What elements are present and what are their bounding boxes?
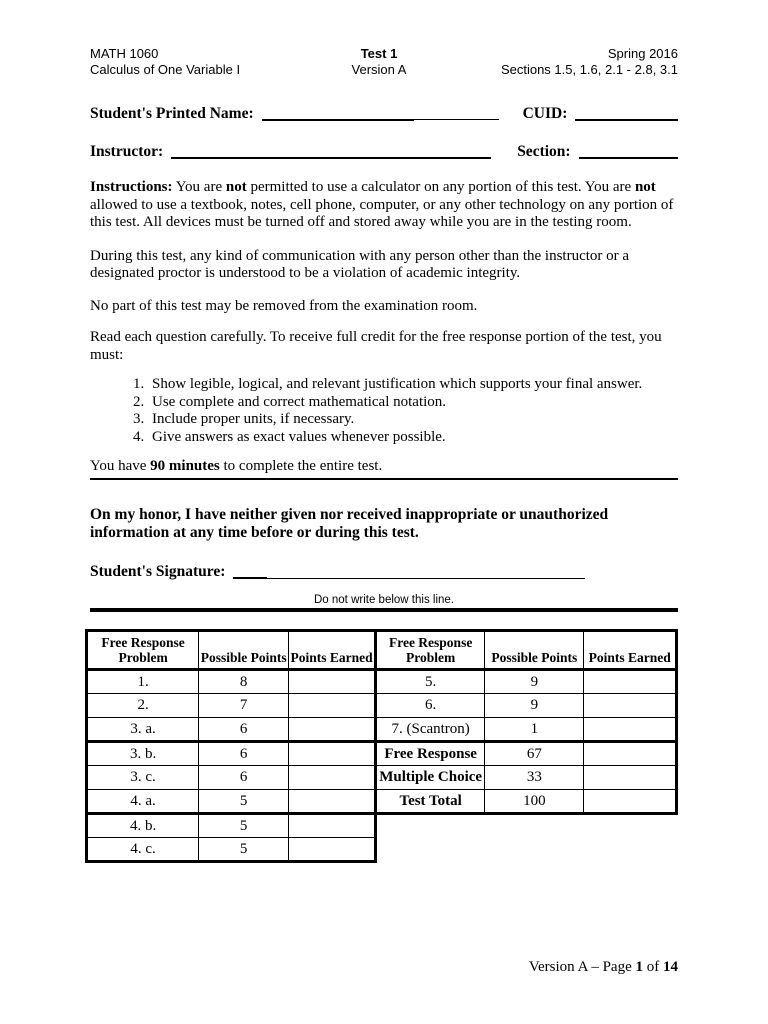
points-earned-cell [584, 670, 677, 694]
possible-points-cell: 100 [485, 790, 584, 814]
instructor-field [171, 156, 491, 159]
instructions-text: permitted to use a calculator on any portion of this test. You are [246, 179, 635, 195]
summary-row [376, 766, 677, 790]
communication-paragraph: During this test, any kind of communication with any person other than the instructor or a designated proctor is understood to be a violation of academic integrity. [90, 247, 630, 281]
list-item-number: 1. [133, 376, 145, 392]
list-item [133, 394, 678, 412]
summary-label-cell: Free Response [376, 742, 485, 766]
table-row [87, 790, 376, 814]
time-limit-text: You have [90, 458, 151, 474]
table-row [376, 670, 677, 694]
footer-text: Version A – Page [528, 959, 636, 975]
possible-points-cell: 5 [199, 838, 289, 862]
instructions-emphasis: not [225, 179, 247, 195]
signature-row [90, 563, 678, 581]
printed-name-field [262, 118, 414, 121]
list-item [133, 411, 678, 429]
printed-name-field-extension [414, 117, 499, 120]
points-earned-cell [289, 838, 376, 862]
instructions-paragraph [90, 179, 678, 232]
problem-cell: 5. [376, 670, 485, 694]
problem-cell: 6. [376, 694, 485, 718]
list-item [133, 376, 678, 394]
instructor-row [90, 143, 678, 161]
points-earned-cell [584, 766, 677, 790]
possible-points-cell: 5 [199, 790, 289, 814]
table-row [87, 766, 376, 790]
list-item-number: 2. [133, 393, 145, 410]
points-earned-cell [584, 718, 677, 742]
points-earned-cell [584, 694, 677, 718]
page-total: 14 [663, 959, 678, 975]
points-earned-cell [584, 790, 677, 814]
problem-cell: 3. b. [87, 742, 199, 766]
possible-points-cell: 6 [199, 742, 289, 766]
instructor-label: Instructor: [90, 143, 164, 160]
problem-cell: 3. c. [87, 766, 199, 790]
table-row [87, 838, 376, 862]
signature-field [267, 576, 585, 579]
points-earned-cell [289, 814, 376, 838]
table-row [376, 694, 677, 718]
list-item-text: Use complete and correct mathematical notation. [152, 393, 447, 410]
list-item-number: 3. [133, 411, 145, 427]
possible-points-cell: 6 [199, 766, 289, 790]
table-row [87, 694, 376, 718]
problem-cell: 4. b. [87, 814, 199, 838]
score-table-left [85, 629, 377, 863]
problem-cell: 3. a. [87, 718, 199, 742]
points-earned-cell [289, 694, 376, 718]
cuid-label: CUID: [522, 105, 568, 122]
score-table-right [374, 629, 678, 815]
section-field [579, 156, 678, 159]
problem-cell: 4. a. [87, 790, 199, 814]
summary-label-cell: Multiple Choice [376, 766, 485, 790]
printed-name-row [90, 105, 678, 123]
possible-points-cell: 6 [199, 718, 289, 742]
points-earned-cell [289, 718, 376, 742]
problem-cell: 4. c. [87, 838, 199, 862]
requirements-list [90, 376, 678, 446]
possible-points-cell: 33 [485, 766, 584, 790]
instructions-text: You are [172, 179, 226, 195]
table-row [87, 670, 376, 694]
honor-statement: On my honor, I have neither given nor received inappropriate or unauthorized information at any time before or during this test. [90, 506, 609, 541]
col-header-problem: Free Response Problem [87, 631, 199, 670]
separator-rule [90, 608, 678, 612]
points-earned-cell [289, 742, 376, 766]
col-header-problem: Free Response Problem [376, 631, 485, 670]
summary-row [376, 790, 677, 814]
possible-points-cell: 9 [485, 670, 584, 694]
header-right [453, 46, 678, 78]
problem-cell: 2. [87, 694, 199, 718]
instructions-emphasis: not [634, 179, 656, 195]
col-header-points-earned: Points Earned [584, 631, 677, 670]
footer-text: of [643, 959, 663, 975]
score-tables [85, 629, 678, 863]
course-title: Calculus of One Variable I [90, 62, 241, 77]
problem-cell: 7. (Scantron) [376, 718, 485, 742]
points-earned-cell [584, 742, 677, 766]
list-item-text: Include proper units, if necessary. [152, 411, 355, 427]
points-earned-cell [289, 790, 376, 814]
course-code: MATH 1060 [90, 46, 159, 61]
col-header-points-earned: Points Earned [289, 631, 376, 670]
time-limit-line [90, 458, 678, 480]
table-header-row [376, 631, 677, 670]
test-title: Test 1 [360, 46, 398, 61]
col-header-possible-points: Possible Points [485, 631, 584, 670]
do-not-write-section [90, 594, 678, 612]
page-footer [529, 959, 678, 976]
test-version: Version A [351, 62, 407, 77]
instructions-label: Instructions: [90, 179, 173, 195]
possible-points-cell: 9 [485, 694, 584, 718]
header-center [305, 46, 453, 78]
problem-cell: 1. [87, 670, 199, 694]
signature-label: Student's Signature: [90, 563, 226, 580]
signature-field-start [233, 576, 267, 579]
instructions-text: allowed to use a textbook, notes, cell phone, computer, or any other technology on any portion of this test. All devices must be turned off and stored away while you are in the testing room. [90, 196, 674, 230]
possible-points-cell: 67 [485, 742, 584, 766]
table-row [87, 742, 376, 766]
header-left [90, 46, 305, 78]
section-label: Section: [517, 143, 571, 160]
summary-label-cell: Test Total [376, 790, 485, 814]
list-item-number: 4. [133, 428, 145, 445]
table-row [376, 718, 677, 742]
page-number: 1 [635, 959, 643, 975]
possible-points-cell: 7 [199, 694, 289, 718]
list-item-text: Show legible, logical, and relevant justification which supports your final answer. [152, 376, 643, 392]
table-header-row [87, 631, 376, 670]
removal-paragraph: No part of this test may be removed from the examination room. [90, 297, 478, 314]
credit-paragraph: Read each question carefully. To receive full credit for the free response portion of the test, you must: [90, 329, 662, 363]
table-row [87, 718, 376, 742]
table-row [87, 814, 376, 838]
summary-row [376, 742, 677, 766]
col-header-possible-points: Possible Points [199, 631, 289, 670]
term: Spring 2016 [607, 46, 678, 61]
possible-points-cell: 1 [485, 718, 584, 742]
do-not-write-label: Do not write below this line. [314, 594, 454, 606]
points-earned-cell [289, 766, 376, 790]
time-limit-text: to complete the entire test. [219, 458, 383, 474]
points-earned-cell [289, 670, 376, 694]
document-header [90, 46, 678, 78]
list-item [133, 429, 678, 447]
printed-name-label: Student's Printed Name: [90, 105, 254, 122]
cuid-field [575, 118, 678, 121]
time-limit-emphasis: 90 minutes [150, 458, 220, 474]
possible-points-cell: 8 [199, 670, 289, 694]
sections-covered: Sections 1.5, 1.6, 2.1 - 2.8, 3.1 [500, 62, 678, 77]
list-item-text: Give answers as exact values whenever possible. [152, 428, 446, 445]
possible-points-cell: 5 [199, 814, 289, 838]
